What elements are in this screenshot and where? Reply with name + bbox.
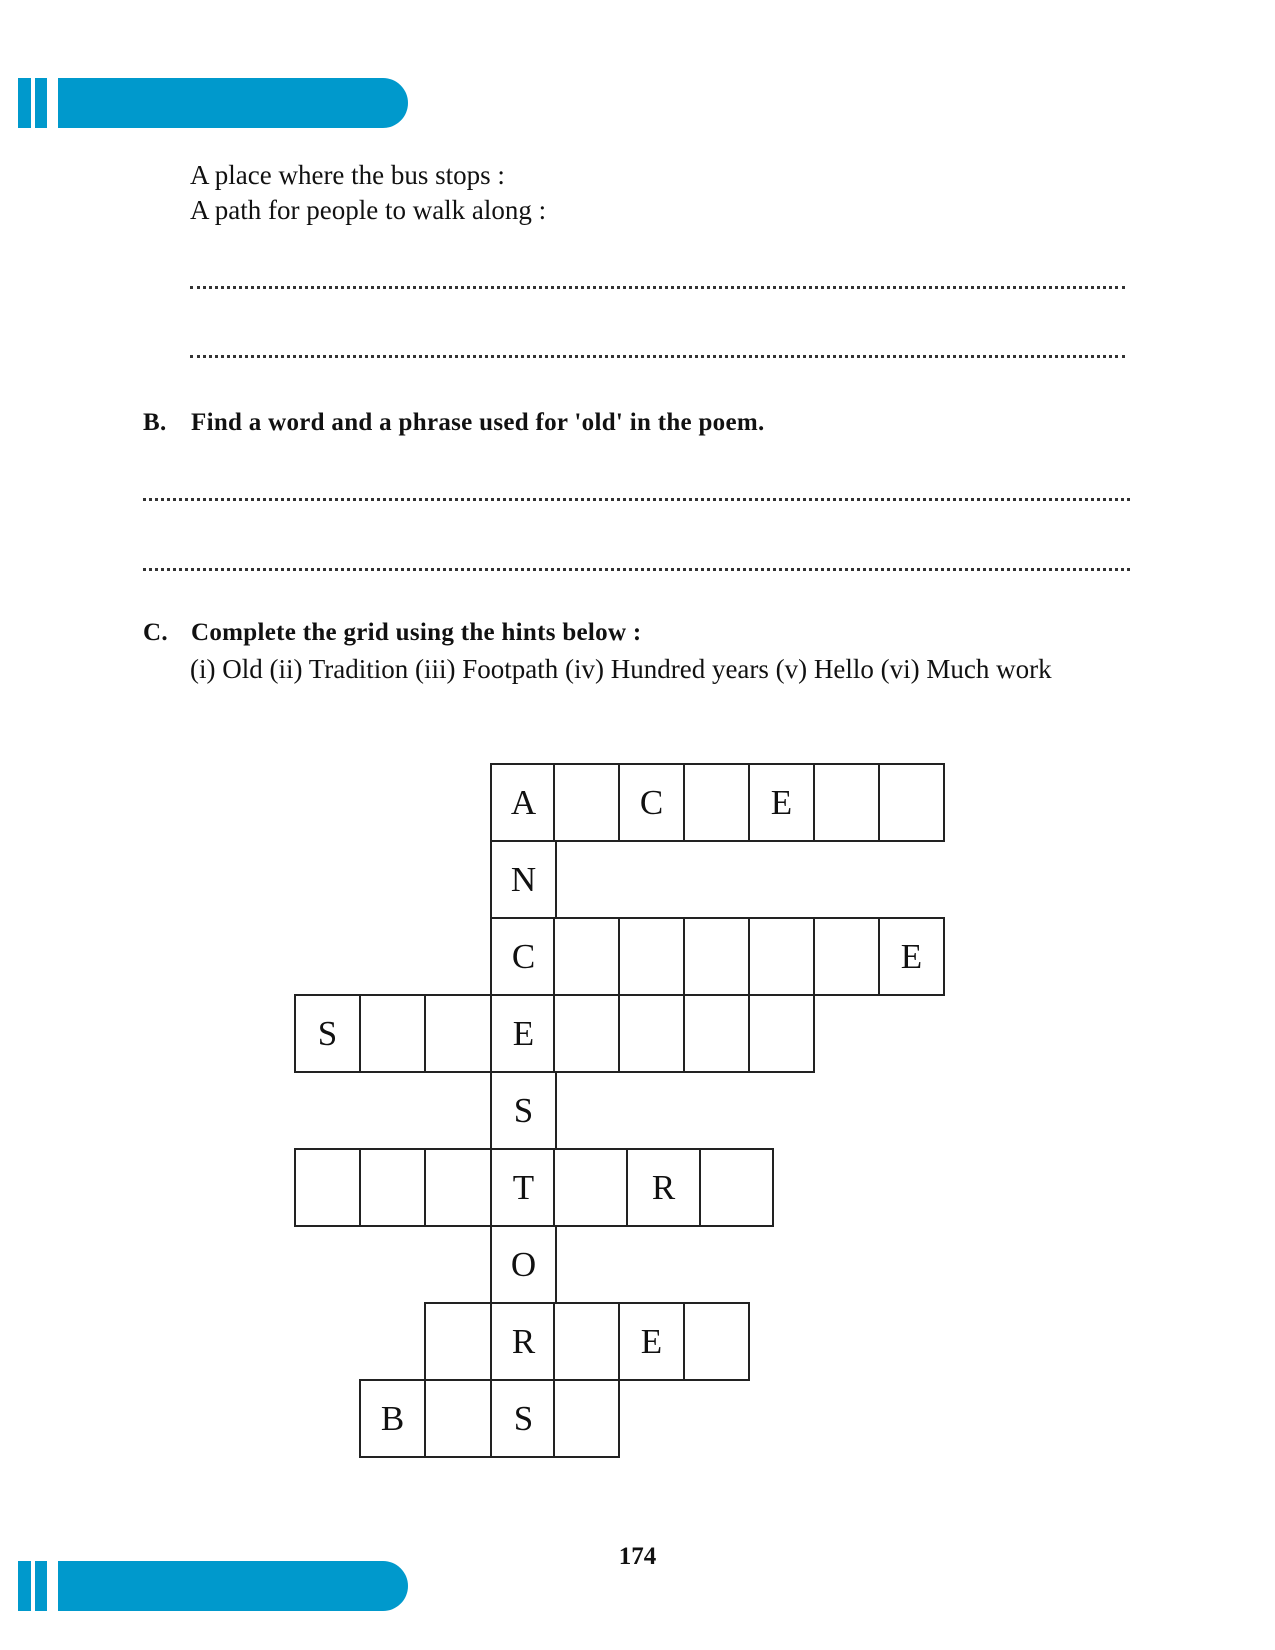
footer-accent-bar <box>18 1561 408 1611</box>
crossword-cell-row-6-7[interactable] <box>699 1148 774 1227</box>
crossword-cell-row-3-3[interactable] <box>618 917 685 996</box>
crossword-cell-row-9-3: S <box>490 1379 557 1458</box>
crossword-cell-row-3-6[interactable] <box>813 917 880 996</box>
page-number: 174 <box>618 1543 657 1570</box>
answer-line-b1[interactable] <box>143 498 1130 501</box>
answer-line-b2[interactable] <box>143 568 1130 571</box>
crossword-cell-row-5-1: S <box>490 1071 557 1150</box>
crossword-cell-row-1-6[interactable] <box>813 763 880 842</box>
crossword-cell-row-1-2[interactable] <box>553 763 620 842</box>
crossword-cell-row-4-5[interactable] <box>553 994 620 1073</box>
crossword-cell-row-3-4[interactable] <box>683 917 750 996</box>
crossword-cell-row-1-1: A <box>490 763 557 842</box>
crossword-cell-row-6-3[interactable] <box>424 1148 492 1227</box>
section-b-label: B. <box>143 409 167 436</box>
crossword-cell-row-6-1[interactable] <box>294 1148 361 1227</box>
section-b-question: Find a word and a phrase used for 'old' in the poem. <box>191 409 765 436</box>
crossword-cell-row-6-2[interactable] <box>359 1148 426 1227</box>
crossword-cell-row-4-8[interactable] <box>748 994 815 1073</box>
answer-line-a1[interactable] <box>190 286 1125 289</box>
crossword-cell-row-9-4[interactable] <box>553 1379 620 1458</box>
crossword-cell-row-4-1: S <box>294 994 361 1073</box>
crossword-cell-row-3-2[interactable] <box>553 917 620 996</box>
answer-line-a2[interactable] <box>190 355 1125 358</box>
header-accent-bar <box>18 78 408 128</box>
crossword-cell-row-6-5[interactable] <box>553 1148 628 1227</box>
crossword-cell-row-1-3: C <box>618 763 685 842</box>
section-a-line-1: A place where the bus stops : <box>190 160 505 190</box>
crossword-cell-row-3-1: C <box>490 917 557 996</box>
section-b-heading <box>143 409 765 437</box>
crossword-cell-row-3-5[interactable] <box>748 917 815 996</box>
crossword-cell-row-4-7[interactable] <box>683 994 750 1073</box>
section-c-hints: (i) Old (ii) Tradition (iii) Footpath (iv) Hundred years (v) Hello (vi) Much work <box>190 654 1052 684</box>
crossword-cell-row-2-1: N <box>490 840 557 919</box>
crossword-cell-row-9-1: B <box>359 1379 426 1458</box>
crossword-cell-row-4-3[interactable] <box>424 994 492 1073</box>
crossword-cell-row-6-4: T <box>490 1148 557 1227</box>
crossword-cell-row-4-2[interactable] <box>359 994 426 1073</box>
section-c-label: C. <box>143 619 168 646</box>
crossword-cell-row-8-2: R <box>490 1302 557 1381</box>
crossword-cell-row-4-6[interactable] <box>618 994 685 1073</box>
crossword-cell-row-9-2[interactable] <box>424 1379 492 1458</box>
crossword-cell-row-6-6: R <box>626 1148 701 1227</box>
crossword-cell-row-8-1[interactable] <box>424 1302 492 1381</box>
crossword-cell-row-1-4[interactable] <box>683 763 750 842</box>
section-c-question: Complete the grid using the hints below : <box>191 619 642 646</box>
crossword-cell-row-8-4: E <box>618 1302 685 1381</box>
crossword-cell-row-8-3[interactable] <box>553 1302 620 1381</box>
crossword-cell-row-7-1: O <box>490 1225 557 1304</box>
crossword-cell-row-1-5: E <box>748 763 815 842</box>
crossword-cell-row-8-5[interactable] <box>683 1302 750 1381</box>
section-a-line-2: A path for people to walk along : <box>190 195 547 225</box>
section-c-heading <box>143 619 642 647</box>
crossword-cell-row-1-7[interactable] <box>878 763 945 842</box>
crossword-cell-row-4-4: E <box>490 994 557 1073</box>
crossword-cell-row-3-7: E <box>878 917 945 996</box>
